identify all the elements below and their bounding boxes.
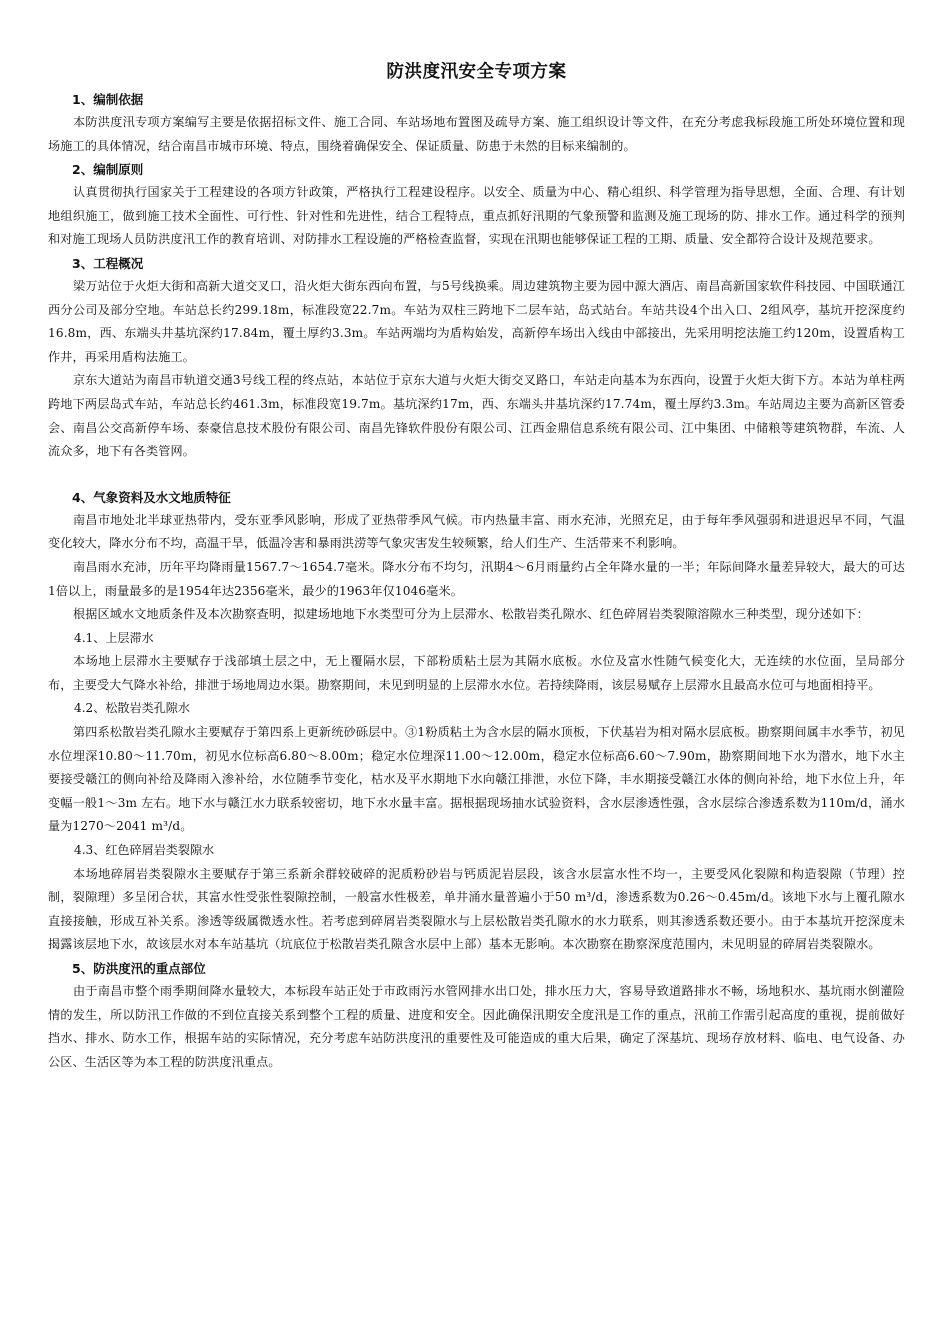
paragraph: 京东大道站为南昌市轨道交通3号线工程的终点站，本站位于京东大道与火炬大街交叉路口，车站走向基本为东西向，设置于火炬大街下方。本站为单柱两跨地下两层岛式车站，车站总长约461.3m，标准段宽19.7m。基坑深约17m，西、东端头井基坑深约17.74m，覆土厚约3.3m。车站周边主要为高新区管委会、南昌公交高新停车场、泰豪信息技术股份有限公司、南昌先锋软件股份有限公司、江西金鼎信息系统有限公司、江中集团、中储粮等建筑物群，车流、人流众多，地下有各类管网。	[48, 373, 905, 459]
document-page	[48, 58, 905, 1074]
section-heading: 4、气象资料及水文地质特征	[72, 489, 231, 505]
section-3	[48, 252, 905, 464]
paragraph: 本场地碎屑岩类裂隙水主要赋存于第三系新余群较破碎的泥质粉砂岩与钙质泥岩层段，该含水层富水性不均一，主要受风化裂隙和构造裂隙（节理）控制，裂隙理）多呈闭合状，其富水性受张性裂隙控制，一般富水性极差，单井涌水量普遍小于50 m³/d，渗透系数为0.26～0.45m/d。该地下水与上覆孔隙水直接接触，形成互补关系。渗透等级属微透水性。若考虑到碎屑岩类裂隙水与上层松散岩类孔隙水的水力联系，则其渗透系数还要小。由于本基坑开挖深度未揭露该层地下水，故该层水对本车站基坑（坑底位于松散岩类孔隙含水层中上部）基本无影响。本次勘察在勘察深度范围内，未见明显的碎屑岩类裂隙水。	[48, 866, 905, 952]
paragraph: 由于南昌市整个雨季期间降水量较大，本标段车站正处于市政雨污水管网排水出口处，排水压力大，容易导致道路排水不畅，场地积水、基坑雨水倒灌险情的发生，所以防汛工作做的不到位直接关系到整个工程的质量、进度和安全。因此确保汛期安全度汛是工作的重点，汛前工作需引起高度的重视，提前做好挡水、排水、防水工作，根据车站的实际情况，充分考虑车站防洪度汛的重要性及可能造成的重大后果，确定了深基坑、现场存放材料、临电、电气设备、办公区、生活区等为本工程的防洪度汛重点。	[48, 984, 905, 1069]
paragraph: 南昌雨水充沛，历年平均降雨量1567.7～1654.7毫米。降水分布不均匀，汛期4～6月雨量约占全年降水量的一半；年际间降水量差异较大，最大的可达1倍以上，雨量最多的是1954年达2356毫米，最少的1963年仅1046毫米。	[48, 559, 905, 598]
subsection-heading: 4.3、红色碎屑岩类裂隙水	[74, 843, 215, 858]
section-5	[48, 957, 905, 1074]
section-heading: 3、工程概况	[72, 255, 144, 271]
paragraph: 根据区域水文地质条件及本次勘察查明，拟建场地地下水类型可分为上层滞水、松散岩类孔隙水、红色碎屑岩类裂隙溶隙水三种类型，现分述如下：	[73, 607, 869, 622]
section-2	[48, 158, 905, 252]
paragraph: 第四系松散岩类孔隙水主要赋存于第四系上更新统砂砾层中。③1粉质粘土为含水层的隔水顶板，下伏基岩为相对隔水层底板。勘察期间属丰水季节，初见水位埋深10.80～11.70m，初见水位标高6.80～8.00m；稳定水位埋深11.00～12.00m，稳定水位标高6.60～7.90m，勘察期间地下水为潜水，地下水主要接受赣江的侧向补给及降雨入渗补给，水位随季节变化，枯水及平水期地下水向赣江排泄，水位下降，丰水期接受赣江水体的侧向补给，地下水位上升，年变幅一般1～3m 左右。地下水与赣江水力联系较密切，地下水水量丰富。据根据现场抽水试验资料，含水层渗透性强，含水层综合渗透系数为110m/d，涌水量为1270～2041 m³/d。	[48, 725, 905, 834]
section-heading: 2、编制原则	[72, 162, 144, 178]
section-1	[48, 88, 905, 158]
section-4	[48, 486, 905, 957]
paragraph: 梁万站位于火炬大街和高新大道交叉口，沿火炬大街东西向布置，与5号线换乘。周边建筑物主要为园中源大酒店、南昌高新国家软件科技园、中国联通江西分公司及部分空地。车站总长约299.18m，标准段宽22.7m。车站为双柱三跨地下二层车站，岛式站台。车站共设4个出入口、2组风亭，基坑开挖深度约16.8m，西、东端头井基坑深约17.84m，覆土厚约3.3m。车站两端均为盾构始发，高新停车场出入线由中部接出，先采用明挖法施工约120m，设置盾构工作井，再采用盾构法施工。	[48, 278, 905, 364]
section-heading: 1、编制依据	[72, 92, 144, 107]
spacer	[48, 464, 905, 486]
paragraph: 本场地上层滞水主要赋存于浅部填土层之中，无上覆隔水层，下部粉质粘土层为其隔水底板。水位及富水性随气候变化大，无连续的水位面，呈局部分布，主要受大气降水补给，排泄于场地周边水渠。勘察期间，未见到明显的上层滞水水位。若持续降雨，该层易赋存上层滞水且最高水位可与地面相持平。	[48, 654, 905, 692]
section-heading: 5、防洪度汛的重点部位	[72, 961, 206, 976]
document-title: 防洪度汛安全专项方案	[386, 62, 567, 82]
paragraph: 认真贯彻执行国家关于工程建设的各项方针政策，严格执行工程建设程序。以安全、质量为中心、精心组织、科学管理为指导思想，全面、合理、有计划地组织施工，做到施工技术全面性、可行性、针对性和先进性，结合工程特点，重点抓好汛期的气象预警和监测及施工现场的防、排水工作。通过科学的预判和对施工现场人员防洪度汛工作的教育培训、对防排水工程设施的严格检查监督，实现在汛期也能够保证工程的工期、质量、安全都符合设计及规范要求。	[48, 185, 905, 247]
subsection-heading: 4.2、松散岩类孔隙水	[74, 701, 190, 716]
paragraph: 本防洪度汛专项方案编写主要是依据招标文件、施工合同、车站场地布置图及疏导方案、施工组织设计等文件，在充分考虑我标段施工所处环境位置和现场施工的具体情况，结合南昌市城市环境、特点，围绕着确保安全、保证质量、防患于未然的目标来编制的。	[48, 115, 905, 153]
subsection-heading: 4.1、上层滞水	[74, 630, 154, 645]
paragraph: 南昌市地处北半球亚热带内，受东亚季风影响，形成了亚热带季风气候。市内热量丰富、雨水充沛，光照充足，由于每年季风强弱和进退迟早不同，气温变化较大，降水分布不均，高温干旱，低温冷害和暴雨洪涝等气象灾害发生较频繁，给人们生产、生活带来不利影响。	[48, 512, 905, 551]
